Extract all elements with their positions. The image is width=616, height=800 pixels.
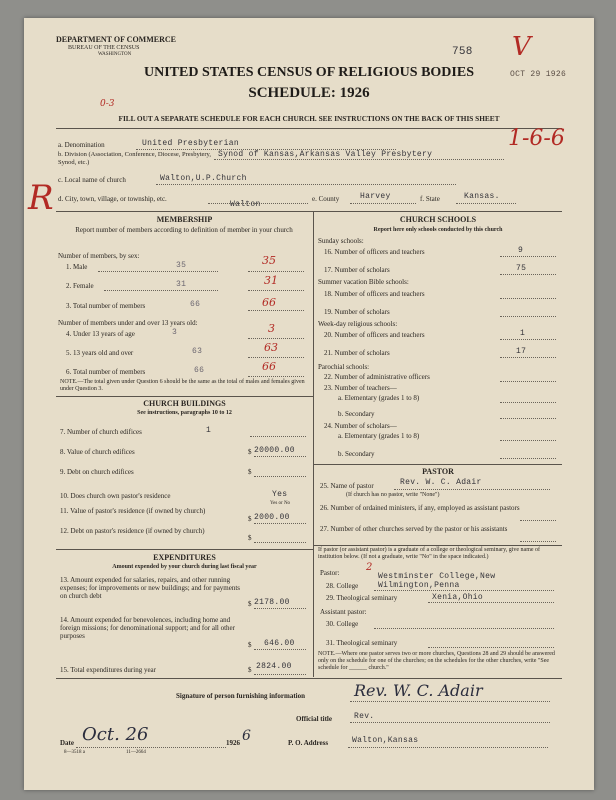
q5-label: 5. 13 years old and over [66, 349, 134, 357]
form-title: UNITED STATES CENSUS OF RELIGIOUS BODIES [143, 65, 474, 80]
pastor-section-label: Pastor: [320, 569, 340, 577]
q16-label: 16. Number of officers and teachers [324, 248, 425, 256]
date-label: Date [60, 739, 74, 747]
q6-label: 6. Total number of members [66, 368, 146, 376]
r-mark: R [28, 178, 54, 218]
q7-label: 7. Number of church edifices [60, 428, 142, 436]
members-by-age-label: Number of members under and over 13 years old: [58, 319, 198, 327]
church-name-label: c. Local name of church [58, 176, 126, 184]
year-ink: 6 [242, 728, 251, 744]
q4-typed: 3 [172, 328, 178, 337]
q15-label: 15. Total expenditures during year [60, 666, 156, 674]
city-town-label: d. City, town, village, or township, etc. [58, 195, 167, 203]
q11-label: 11. Value of pastor's residence (if owned by church) [60, 507, 206, 515]
q23a-label: a. Elementary (grades 1 to 8) [338, 394, 420, 402]
q24-label: 24. Number of scholars— [324, 422, 397, 430]
pastor-title: PASTOR [422, 467, 454, 476]
official-title-label: Official title [296, 715, 332, 723]
q25-value: Rev. W. C. Adair [400, 478, 482, 487]
membership-title: MEMBERSHIP [156, 215, 213, 224]
q8-label: 8. Value of church edifices [60, 448, 135, 456]
schools-intro: Report here only schools conducted by this church [373, 227, 503, 233]
state-label: f. State [420, 195, 440, 203]
year-label: 1926 [226, 739, 240, 747]
q26-label: 26. Number of ordained ministers, if any, employed as assistant pastors [320, 504, 520, 512]
classification-code: 1-6-6 [508, 126, 565, 151]
city-label: WASHINGTON [98, 52, 132, 57]
weekday-schools-label: Week-day religious schools: [318, 320, 398, 328]
q9-label: 9. Debt on church edifices [60, 468, 134, 476]
denomination-label: a. Denomination [58, 141, 105, 149]
check-mark: V [512, 32, 531, 62]
state-value: Kansas. [464, 192, 500, 201]
q3-typed: 66 [190, 300, 201, 309]
q7-value: 1 [206, 426, 212, 435]
schedule-title: SCHEDULE: 1926 [248, 85, 370, 101]
q1-typed: 35 [176, 261, 187, 270]
q3-label: 3. Total number of members [66, 302, 146, 310]
q23b-label: b. Secondary [338, 410, 375, 418]
q13-label: 13. Amount expended for salaries, repairs, and other running expenses; for improvements or new buildings; and for payments on church debt [60, 576, 241, 600]
q10-value: Yes [272, 490, 288, 499]
buildings-title: CHURCH BUILDINGS [143, 399, 226, 408]
q27-label: 27. Number of other churches served by the pastor or his assistants [320, 525, 508, 533]
q29-label: 29. Theological seminary [326, 594, 398, 602]
assistant-pastor-label: Assistant pastor: [320, 608, 367, 616]
church-name-value: Walton,U.P.Church [160, 174, 247, 183]
county-label: e. County [312, 195, 340, 203]
q17-value: 75 [516, 264, 527, 273]
county-value: Harvey [360, 192, 391, 201]
q21-value: 17 [516, 347, 527, 356]
po-address-label: P. O. Address [288, 739, 329, 747]
q10-label: 10. Does church own pastor's residence [60, 492, 171, 500]
q20-label: 20. Number of officers and teachers [324, 331, 425, 339]
q18-label: 18. Number of officers and teachers [324, 290, 425, 298]
members-by-sex-label: Number of members, by sex: [58, 252, 140, 260]
q5-ink: 63 [264, 341, 278, 354]
bureau-label: BUREAU OF THE CENSUS [68, 45, 140, 51]
q29-value: Xenia,Ohio [432, 593, 484, 602]
signature-value: Rev. W. C. Adair [354, 681, 483, 700]
q17-label: 17. Number of scholars [324, 266, 390, 274]
summer-schools-label: Summer vacation Bible schools: [318, 278, 409, 286]
sunday-schools-label: Sunday schools: [318, 237, 364, 245]
q2-label: 2. Female [66, 282, 94, 290]
membership-note: NOTE.—The total given under Question 6 should be the same as the total of males and females given under Question 3. [60, 379, 305, 392]
q11-value: 2000.00 [254, 513, 290, 522]
q23-label: 23. Number of teachers— [324, 384, 397, 392]
pastor-mark: 2 [366, 562, 373, 573]
graduate-note: If pastor (or assistant pastor) is a graduate of a college or theological seminary, give name of institution below. (If not a graduate, write "No" in the space indicated.) [318, 547, 541, 560]
q1-ink: 35 [262, 254, 276, 267]
buildings-subtitle: See instructions, paragraphs 10 to 12 [137, 410, 232, 416]
print-code: 8—3518 a [64, 750, 85, 755]
q21-label: 21. Number of scholars [324, 349, 390, 357]
parochial-schools-label: Parochial schools: [318, 363, 370, 371]
division-label: b. Division (Association, Conference, Diocese, Presbytery, Synod, etc.) [58, 151, 212, 166]
division-value: Synod of Kansas,Arkansas Valley Presbytery [218, 150, 433, 159]
census-schedule-sheet: DEPARTMENT OF COMMERCE BUREAU OF THE CENSUS WASHINGTON 758 V OCT 29 1926 UNITED STATES CENSUS OF RELIGIOUS BODIES SCHEDULE: 1926 0-3 FILL OUT A SEPARATE SCHEDULE FOR EACH CHURCH. SEE INSTRUCTIONS ON THE BACK OF THIS SHEET 1-6-6 R a. Denomination United Presbyterian b. Division (Association, Conference, Diocese, Presbytery, Synod, etc.) Synod of Kansas,Arkansas Valley Presbytery c. Local name of church Walton,U.P.Church d. City, town, village, or township, etc. Walton e. County Harvey f. State Kansas. MEMBERSHIP Report number of members according to definition of member in your church Number of members, by sex: 1. Male 35 35 2. Female 31 31 3. Total number of members 66 66 Number of members under and over 13 years old: 4. Under 13 years of age 3 3 5. 13 years old and over 63 63 6. Total number of members 66 66 NOTE.—The total given under Question 6 should be the same as the total of males and females given under Question 3. CHURCH BUILDINGS See instructions, paragraphs 10 to 12 7. Number of church edifices 1 8. Value of church edifices $ 20000.00 9. Debt on church edifices $ 10. Does church own pastor's residence Yes Yes or No 11. Value of pastor's residence (if owned by church) $ 2000.00 12. Debt on pastor's residence (if owned by church) $ EXPENDITURES Amount expended by your church during last fiscal year 13. Amount expended for salaries, repairs, and other running expenses; for improvements or new buildings; and for payments on church debt $ 2178.00 14. Amount expended for benevolences, including home and foreign missions; for denominational support; and for all other purposes $ 646.00 15. Total expenditures during year $ 2824.00 CHURCH SCHOOLS Report here only schools conducted by this church Sunday schools: 16. Number of officers and teachers 9 17. Number of scholars 75 Summer vacation Bible schools: 18. Number of officers and teachers 19. Number of scholars Week-day religious schools: 20. Number of officers and teachers 1 21. Number of scholars 17 Parochial schools: 22. Number of administrative officers 23. Number of teachers— a. Elementary (grades 1 to 8) b. Secondary 24. Number of scholars— a. Elementary (grades 1 to 8) b. Secondary PASTOR 25. Name of pastor Rev. W. C. Adair (If church has no pastor, write "None") 26. Number of ordained ministers, if any, employed as assistant pastors 27. Number of other churches served by the pastor or his assistants If pastor (or assistant pastor) is a graduate of a college or theological seminary, give name of institution below. (If not a graduate, write "No" in the space indicated.) Pastor: 2 28. College Westminster College,New Wilmington,Penna 29. Theological seminary Xenia,Ohio Assistant pastor: 30. College 31. Theological seminary NOTE.—Where one pastor serves two or more churches, Questions 28 and 29 should be answered only on the schedule for one of the churches; on the schedules for the other churches, write "See schedule for ______ church." Signature of person furnishing information Rev. W. C. Adair Official title Rev. Date Oct. 26 1926 6 8—3518 a 11—2664 P. O. Address Walton,Kansas [24, 18, 594, 790]
q15-value: 2824.00 [256, 662, 292, 671]
form-number: 758 [452, 46, 473, 58]
q28-label: 28. College [326, 582, 359, 590]
membership-intro: Report number of members according to definition of member in your church [75, 226, 293, 234]
signature-label: Signature of person furnishing information [176, 692, 305, 700]
expenditures-subtitle: Amount expended by your church during last fiscal year [112, 564, 257, 570]
q24a-label: a. Elementary (grades 1 to 8) [338, 432, 420, 440]
q3-ink: 66 [262, 296, 276, 309]
pastor-note: NOTE.—Where one pastor serves two or more churches, Questions 28 and 29 should be answered only on the schedule for one of the churches; on the schedules for the other churches, write "See schedule for ______ church." [318, 651, 555, 671]
q5-typed: 63 [192, 347, 203, 356]
official-title-value: Rev. [354, 712, 375, 721]
received-stamp: OCT 29 1926 [510, 70, 567, 79]
q31-label: 31. Theological seminary [326, 639, 398, 647]
q25-hint: (If church has no pastor, write "None") [346, 492, 440, 498]
q2-typed: 31 [176, 280, 187, 289]
print-code-2: 11—2664 [126, 750, 146, 755]
instruction-line: FILL OUT A SEPARATE SCHEDULE FOR EACH CHURCH. SEE INSTRUCTIONS ON THE BACK OF THIS SHEET [118, 114, 500, 123]
q16-value: 9 [518, 246, 524, 255]
q20-value: 1 [520, 329, 526, 338]
q8-value: 20000.00 [254, 446, 295, 455]
q25-label: 25. Name of pastor [320, 482, 374, 490]
expenditures-title: EXPENDITURES [153, 553, 216, 562]
city-town-value: Walton [230, 200, 261, 209]
q30-label: 30. College [326, 620, 359, 628]
q10-hint: Yes or No [270, 501, 291, 506]
schools-title: CHURCH SCHOOLS [399, 215, 477, 224]
q2-ink: 31 [264, 274, 278, 287]
q24b-label: b. Secondary [338, 450, 375, 458]
q6-typed: 66 [194, 366, 205, 375]
q13-value: 2178.00 [254, 598, 290, 607]
q6-ink: 66 [262, 360, 276, 373]
date-value: Oct. 26 [82, 724, 149, 745]
denomination-value: United Presbyterian [142, 139, 239, 148]
department-label: DEPARTMENT OF COMMERCE [56, 35, 177, 44]
q14-label: 14. Amount expended for benevolences, including home and foreign missions; for denominational support; and for all other purposes [60, 616, 235, 640]
q1-label: 1. Male [66, 263, 88, 271]
q19-label: 19. Number of scholars [324, 308, 390, 316]
code-note: 0-3 [100, 99, 115, 109]
po-address-value: Walton,Kansas [352, 736, 419, 745]
q28-value: Westminster College,New Wilmington,Penna [378, 572, 496, 590]
q4-ink: 3 [268, 322, 275, 335]
q12-label: 12. Debt on pastor's residence (if owned by church) [60, 527, 205, 535]
q22-label: 22. Number of administrative officers [324, 373, 430, 381]
q14-value: 646.00 [264, 639, 295, 648]
q4-label: 4. Under 13 years of age [66, 330, 135, 338]
